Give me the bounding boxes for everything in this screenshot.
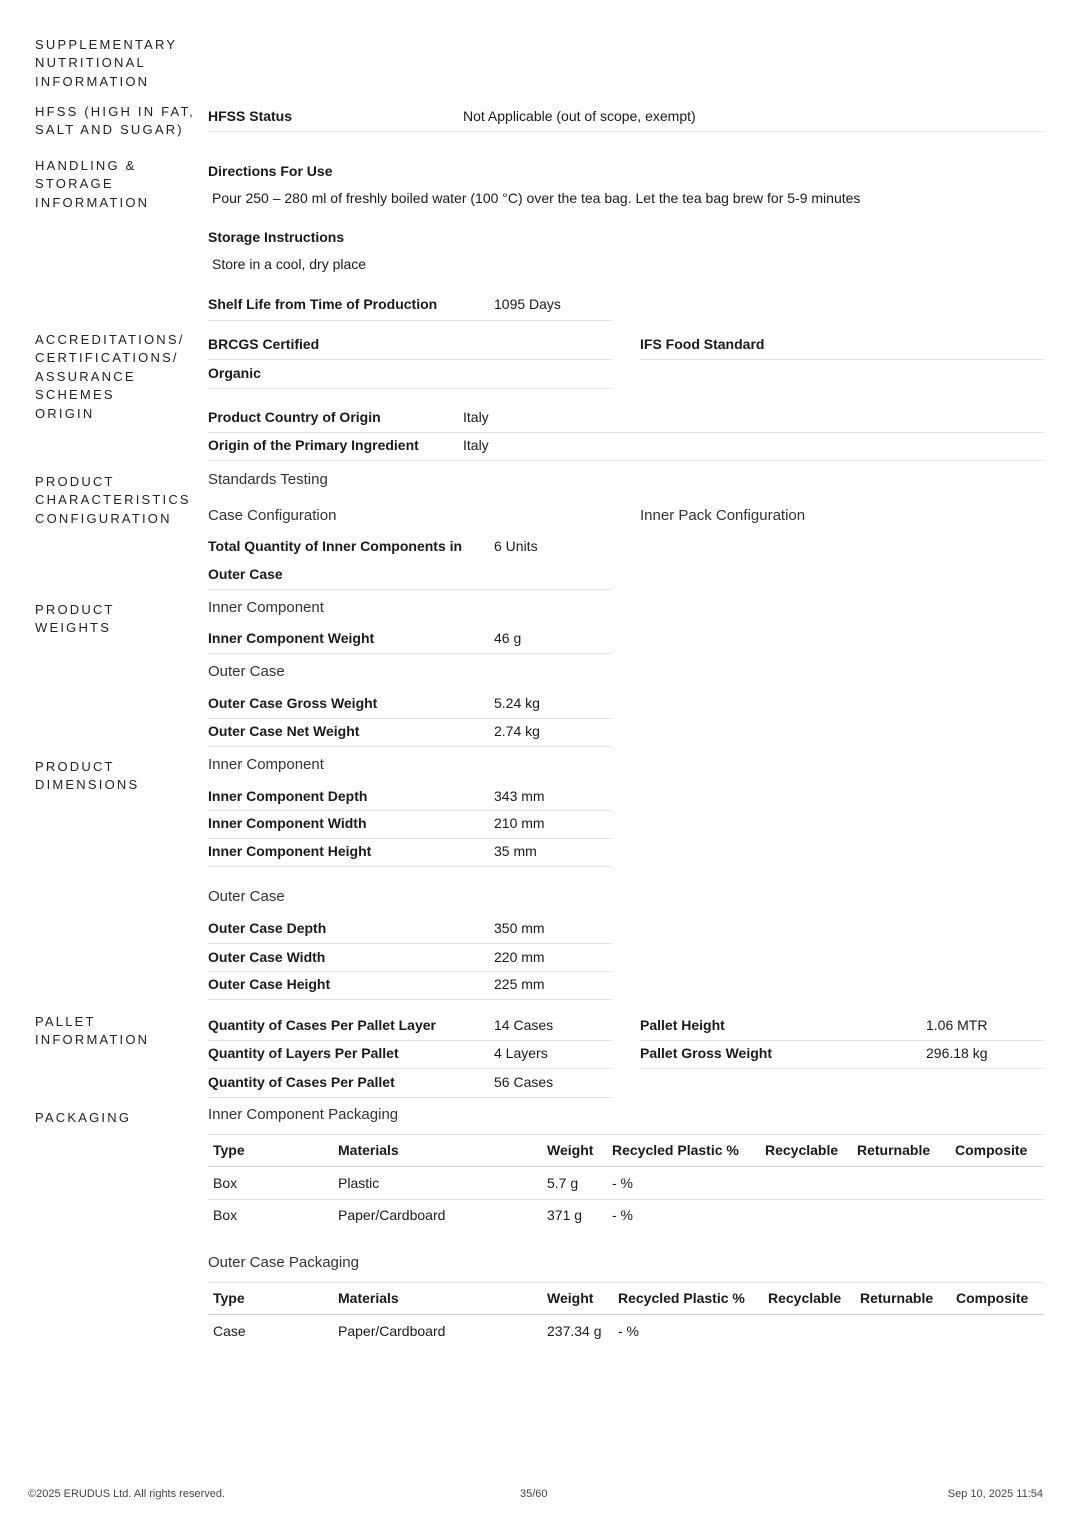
outer-width-value: 220 mm [494, 949, 545, 965]
dimensions-inner-title: Inner Component [208, 756, 324, 773]
table-header-border [208, 1166, 1044, 1167]
section-handling: HANDLING & STORAGE INFORMATION [35, 158, 150, 210]
inner-depth-label: Inner Component Depth [208, 788, 368, 804]
inner-pack-config-title: Inner Pack Configuration [640, 507, 806, 524]
th-returnable: Returnable [857, 1142, 931, 1158]
divider [208, 653, 612, 654]
cases-per-pallet-value: 56 Cases [494, 1074, 554, 1090]
th-type: Type [213, 1290, 245, 1306]
hfss-status-label: HFSS Status [208, 108, 293, 124]
weights-outer-title: Outer Case [208, 663, 285, 680]
divider [208, 943, 612, 944]
case-config-title: Case Configuration [208, 507, 337, 524]
cases-per-layer-value: 14 Cases [494, 1017, 554, 1033]
th-weight: Weight [547, 1290, 594, 1306]
inner-height-value: 35 mm [494, 843, 537, 859]
divider [640, 1040, 1044, 1041]
inner-depth-value: 343 mm [494, 788, 545, 804]
outer-gross-label: Outer Case Gross Weight [208, 695, 378, 711]
divider [208, 131, 1044, 132]
section-weights: PRODUCT WEIGHTS [35, 602, 115, 636]
hfss-status-value: Not Applicable (out of scope, exempt) [463, 108, 696, 124]
table-row-border [208, 1199, 1044, 1200]
table-cell: Paper/Cardboard [338, 1207, 446, 1223]
divider [640, 1068, 1044, 1069]
divider [208, 1068, 612, 1069]
pallet-gross-value: 296.18 kg [926, 1045, 988, 1061]
primary-origin-label: Origin of the Primary Ingredient [208, 437, 419, 453]
cases-per-layer-label: Quantity of Cases Per Pallet Layer [208, 1017, 436, 1033]
divider [208, 388, 612, 389]
th-recycled-plastic: Recycled Plastic % [612, 1142, 739, 1158]
table-cell: 237.34 g [547, 1323, 602, 1339]
ifs-label: IFS Food Standard [640, 336, 765, 352]
brcgs-label: BRCGS Certified [208, 336, 320, 352]
divider [208, 866, 612, 867]
table-cell: Paper/Cardboard [338, 1323, 446, 1339]
layers-per-pallet-value: 4 Layers [494, 1045, 548, 1061]
footer-timestamp: Sep 10, 2025 11:54 [947, 1488, 1043, 1500]
divider [208, 359, 612, 360]
divider [208, 971, 612, 972]
country-origin-label: Product Country of Origin [208, 409, 381, 425]
total-inner-label-line2: Outer Case [208, 566, 283, 582]
section-characteristics: PRODUCT CHARACTERISTICS [35, 474, 191, 508]
section-hfss: HFSS (HIGH IN FAT, SALT AND SUGAR) [35, 104, 195, 138]
directions-value: Pour 250 – 280 ml of freshly boiled water (100 °C) over the tea bag. Let the tea bag brew for 5-9 minutes [212, 190, 861, 206]
storage-label: Storage Instructions [208, 229, 345, 245]
primary-origin-value: Italy [463, 437, 489, 453]
organic-label: Organic [208, 365, 261, 381]
table-top-border [208, 1134, 1044, 1135]
layers-per-pallet-label: Quantity of Layers Per Pallet [208, 1045, 399, 1061]
cases-per-pallet-label: Quantity of Cases Per Pallet [208, 1074, 395, 1090]
divider [208, 1040, 612, 1041]
outer-net-value: 2.74 kg [494, 723, 540, 739]
inner-height-label: Inner Component Height [208, 843, 372, 859]
table-cell: Box [213, 1175, 238, 1191]
total-inner-label: Total Quantity of Inner Components in [208, 538, 463, 554]
th-composite: Composite [956, 1290, 1029, 1306]
divider [208, 838, 612, 839]
shelf-life-value: 1095 Days [494, 296, 561, 312]
divider [208, 1097, 612, 1098]
th-returnable: Returnable [860, 1290, 934, 1306]
inner-packaging-title: Inner Component Packaging [208, 1106, 399, 1123]
shelf-life-label: Shelf Life from Time of Production [208, 296, 438, 312]
divider [208, 999, 612, 1000]
outer-depth-label: Outer Case Depth [208, 920, 327, 936]
weights-inner-title: Inner Component [208, 599, 324, 616]
inner-weight-value: 46 g [494, 630, 522, 646]
table-cell: Box [213, 1207, 238, 1223]
outer-depth-value: 350 mm [494, 920, 545, 936]
th-materials: Materials [338, 1142, 399, 1158]
table-cell: 371 g [547, 1207, 583, 1223]
pallet-height-value: 1.06 MTR [926, 1017, 988, 1033]
inner-weight-label: Inner Component Weight [208, 630, 375, 646]
table-cell: 5.7 g [547, 1175, 579, 1191]
th-composite: Composite [955, 1142, 1028, 1158]
outer-height-value: 225 mm [494, 976, 545, 992]
table-cell: - % [618, 1323, 639, 1339]
dimensions-outer-title: Outer Case [208, 888, 285, 905]
section-supplementary: SUPPLEMENTARY NUTRITIONAL INFORMATION [35, 37, 178, 89]
divider [208, 746, 612, 747]
divider [208, 810, 612, 811]
pallet-height-label: Pallet Height [640, 1017, 725, 1033]
section-packaging: PACKAGING [35, 1110, 132, 1125]
th-recyclable: Recyclable [765, 1142, 839, 1158]
table-top-border [208, 1282, 1044, 1283]
th-recycled-plastic: Recycled Plastic % [618, 1290, 745, 1306]
divider [208, 432, 1044, 433]
divider [208, 718, 612, 719]
table-cell: - % [612, 1175, 633, 1191]
outer-net-label: Outer Case Net Weight [208, 723, 360, 739]
table-cell: Case [213, 1323, 246, 1339]
footer-page-number: 35/60 [520, 1488, 548, 1500]
footer-copyright: ©2025 ERUDUS Ltd. All rights reserved. [28, 1488, 226, 1500]
th-materials: Materials [338, 1290, 399, 1306]
outer-packaging-title: Outer Case Packaging [208, 1254, 359, 1271]
outer-height-label: Outer Case Height [208, 976, 331, 992]
divider [208, 320, 612, 321]
total-inner-value: 6 Units [494, 538, 538, 554]
th-type: Type [213, 1142, 245, 1158]
table-cell: - % [612, 1207, 633, 1223]
inner-width-label: Inner Component Width [208, 815, 367, 831]
section-configuration: CONFIGURATION [35, 511, 172, 526]
divider [208, 589, 612, 590]
divider [640, 359, 1044, 360]
section-dimensions: PRODUCT DIMENSIONS [35, 759, 140, 793]
divider [208, 460, 1044, 461]
th-recyclable: Recyclable [768, 1290, 842, 1306]
inner-width-value: 210 mm [494, 815, 545, 831]
section-origin: ORIGIN [35, 406, 95, 421]
pallet-gross-label: Pallet Gross Weight [640, 1045, 772, 1061]
section-pallet: PALLET INFORMATION [35, 1014, 150, 1048]
table-cell: Plastic [338, 1175, 380, 1191]
outer-width-label: Outer Case Width [208, 949, 326, 965]
table-header-border [208, 1314, 1044, 1315]
country-origin-value: Italy [463, 409, 489, 425]
directions-label: Directions For Use [208, 163, 333, 179]
outer-gross-value: 5.24 kg [494, 695, 540, 711]
storage-value: Store in a cool, dry place [212, 256, 367, 272]
th-weight: Weight [547, 1142, 594, 1158]
standards-testing: Standards Testing [208, 471, 328, 488]
section-accreditations: ACCREDITATIONS/ CERTIFICATIONS/ ASSURANCE SCHEMES [35, 332, 185, 402]
